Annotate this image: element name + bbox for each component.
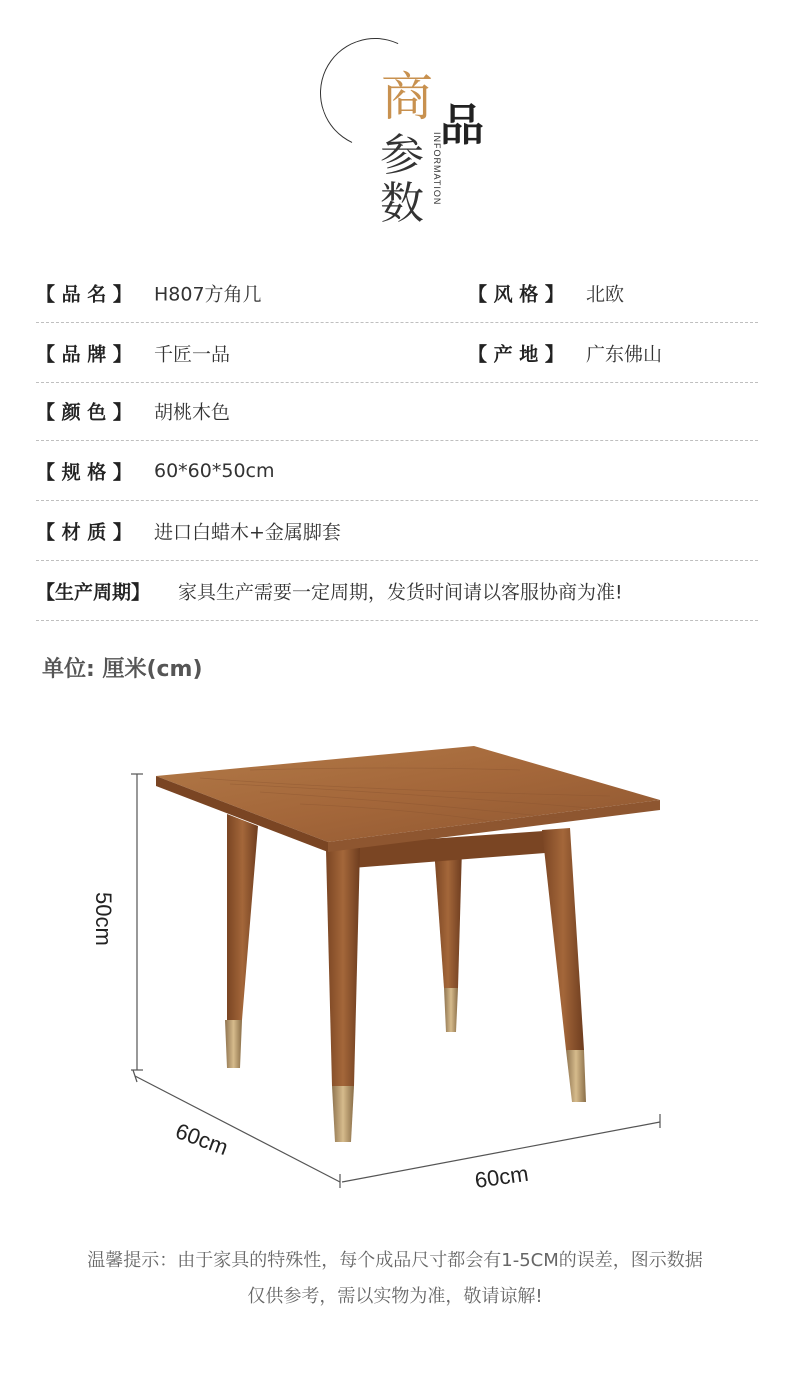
spec-value: 千匠一品	[154, 343, 231, 366]
title-subtitle: INFORMATION	[432, 132, 442, 206]
spec-value: 进口白蜡木+金属脚套	[154, 521, 341, 544]
spec-label: 【 风 格 】	[468, 283, 564, 306]
spec-label: 【 规 格 】	[36, 461, 132, 484]
title-char-pin: 品	[440, 100, 484, 151]
spec-value: 胡桃木色	[154, 401, 231, 424]
spec-value: 北欧	[586, 283, 625, 306]
title-char-can: 参	[380, 130, 424, 181]
spec-row-size	[36, 441, 758, 501]
spec-row-brand	[36, 323, 758, 383]
table-back-legs	[434, 848, 462, 1032]
spec-row-color	[36, 381, 758, 441]
dimension-depth-label: 60cm	[172, 1118, 232, 1161]
title-char-shang: 商	[381, 68, 434, 128]
spec-value: H807方角几	[154, 283, 262, 306]
unit-label: 单位: 厘米(cm)	[42, 657, 203, 682]
title-char-shu: 数	[380, 178, 424, 229]
row-divider	[36, 620, 758, 621]
table-right-leg	[542, 828, 586, 1102]
spec-label: 【生产周期】	[36, 581, 151, 604]
spec-label: 【 材 质 】	[36, 521, 132, 544]
dimension-width-label: 60cm	[473, 1160, 530, 1193]
spec-value: 广东佛山	[586, 343, 663, 366]
table-left-legs	[225, 814, 360, 1142]
table-illustration	[90, 730, 690, 1200]
spec-label: 【 颜 色 】	[36, 401, 132, 424]
note-line-2: 仅供参考，需以实物为准，敬请谅解!	[247, 1286, 543, 1307]
spec-row-name	[36, 263, 758, 323]
spec-row-lead-time	[36, 561, 758, 621]
spec-label: 【 产 地 】	[468, 343, 564, 366]
spec-row-material	[36, 501, 758, 561]
spec-label: 【 品 名 】	[36, 283, 132, 306]
spec-label: 【 品 牌 】	[36, 343, 132, 366]
note-line-1: 温馨提示：由于家具的特殊性，每个成品尺寸都会有1-5CM的误差，图示数据	[87, 1250, 703, 1271]
spec-value: 家具生产需要一定周期，发货时间请以客服协商为准!	[178, 581, 623, 604]
spec-value: 60*60*50cm	[154, 460, 275, 482]
dimension-height-label: 50cm	[91, 892, 116, 946]
